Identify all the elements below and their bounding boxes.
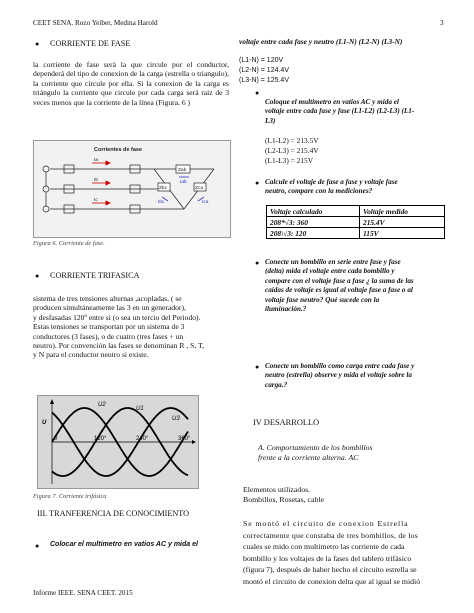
value-l2l3: (L2-L3) = 215.4V (265, 146, 319, 155)
section-3-title: III. TRANFERENCIA DE CONOCIMIENTO (37, 509, 190, 518)
bullet-dot: ● (35, 40, 40, 48)
bullet4-line: caídas de voltaje es igual al voltaje fase a fase o al (265, 286, 413, 295)
fig7-label-360: 360° (178, 436, 191, 442)
elementos-list: Bombillos, Rosetas, cable (243, 495, 324, 504)
fig6-label-zbc: Zbc (159, 186, 167, 191)
fig7-label-u2: U2 (98, 402, 106, 408)
corriente-trifasica-title: CORRIENTE TRIFASICA (50, 271, 140, 280)
final-line: cuales se mido con multimetro las corriente de cada (243, 542, 405, 551)
values-phase-neutral (239, 56, 289, 86)
bullet5-line: neutro (estrella) observe y mida el voltaje sobre la (265, 371, 412, 380)
subsection-a-line: frente a la corriente alterna. AC (258, 453, 359, 462)
trifasica-line: y desfasadas 120º entre si (o sea un tercio del Periodo). (33, 312, 201, 322)
bullet-dot: ● (255, 363, 260, 371)
trifasica-line: Estas tensiones se transportan por un sistema de 3 (33, 322, 185, 332)
values-phase-phase (265, 136, 319, 166)
fig6-title: Corrientes de fase (94, 147, 142, 153)
bullet4-line: (delta) mida el voltaje entre cada bombillo y (265, 267, 395, 276)
fig7-label-u3: U3 (172, 416, 180, 422)
bullet2-line: voltaje entre cada fase y fase (L1-L2) (L2-L3) (L1- (265, 107, 415, 116)
figure-6-diagram (34, 141, 230, 237)
fig7-label-120: 120° (94, 436, 107, 442)
value-l1l3: (L1-L3) = 215V (265, 156, 314, 165)
bullet-fase-fase (265, 98, 414, 126)
bullet-serie-delta (265, 258, 414, 314)
bullet-dot: ● (35, 542, 40, 550)
fig6-label-ib: Ib (94, 178, 99, 183)
table-header: Voltaje medido (360, 206, 445, 217)
table-row (267, 228, 445, 239)
bullet3-line: neutro, compare con la mediciones? (265, 187, 373, 196)
corriente-fase-paragraph: la corriente de fase será la que circule por el conductor, dependerá del tipo de conexion de la carga (estrella o triangulo), la corriente que circule por ella. Si la conexion de la carga es triángulo la corriente que circule por cada carga será raiz de 3 veces menos que la corriente de la línea (Figura. 6 ) (33, 60, 229, 107)
final-line: montó el circuito de conexion delta que al igual se midió (243, 576, 421, 586)
value-l2n: (L2-N) = 124.4V (239, 67, 289, 74)
bullet-dot: ● (255, 89, 260, 97)
final-line: (figura 7), después de haber hecho el circuito estrella se (243, 565, 417, 574)
bullet-dot: ● (35, 272, 40, 280)
fig7-label-240: 240° (136, 436, 149, 442)
running-header: CEET SENA. Rozo Yeiber, Medina Harold (33, 19, 158, 27)
final-line: Se montó el circuito de conexion Estrella (243, 519, 409, 528)
table-cell: 208*√3: 360 (267, 217, 360, 228)
final-line: correctamente que constaba de tres bombillos, de los (243, 530, 418, 540)
trifasica-line: conductores (3 fases), o de cuatro (tres fases + un (33, 331, 184, 341)
elementos-block (243, 485, 324, 505)
value-l1l2: (L1-L2) = 213.5V (265, 136, 319, 145)
value-l3n: (L3-N) = 125.4V (239, 77, 289, 84)
table-header: Voltaje calculado (267, 206, 360, 217)
table-cell: 215.4V (360, 217, 445, 228)
fig7-label-u1: U1 (136, 406, 144, 412)
bullet-dot: ● (255, 179, 260, 187)
bullet4-line: Conecte un bombillo en serie entre fase y fase (265, 258, 401, 266)
fig6-label-ic: Ic (94, 198, 98, 203)
fig7-axis-u: U (42, 420, 47, 426)
elementos-title: Elementos utilizados. (243, 485, 311, 494)
page-number: 3 (440, 19, 444, 27)
bullet4-line: voltaje fase neutro? Qué sucede con la (265, 295, 380, 304)
bullet4-line: iluminación.? (265, 305, 307, 314)
figure-6-circuit (33, 140, 231, 238)
fig6-label-iab: Iab (180, 180, 187, 185)
figure-6-caption: Figura 6. Corriente de fase. (33, 240, 105, 247)
subsection-a (258, 443, 373, 463)
bullet-estrella (265, 362, 414, 390)
figure-7-waveform (37, 395, 199, 489)
fig6-label-zca: Zca (195, 186, 203, 191)
final-line: bombillo y los voltajes de la fases del tablero trifásico (243, 553, 412, 563)
trifasica-line: neutro). Por convención las fases se denominan R , S, T, (33, 341, 204, 351)
section-4-title: IV DESARROLLO (253, 418, 320, 427)
bullet5-line: carga.? (265, 380, 288, 389)
subsection-a-line: A. Comportamiento de los bombillos (258, 443, 373, 452)
corriente-fase-title: CORRIENTE DE FASE (50, 39, 131, 48)
bullet5-line: Conecte un bombillo como carga entre cada fase y (265, 362, 415, 370)
table-row (267, 217, 445, 228)
bullet3-line: Calcule el voltaje de fase a fase y voltaje fase (265, 178, 398, 186)
trifasica-line: y N para el conductor neutro si existe. (33, 350, 149, 360)
bullet-dot: ● (255, 259, 260, 267)
trifasica-paragraph (33, 294, 231, 360)
right-top-line: voltaje entre cada fase y neutro (L1-N) (L2-N) (L3-N) (239, 37, 403, 46)
table-cell: 208\√3: 120 (267, 228, 360, 239)
bullet4-line: compare con el voltaje fase a fase ¿ la suma de las (265, 276, 414, 285)
figure-7-diagram (38, 396, 198, 488)
bullet-multimetro: Colocar el multimetro en vatios AC y mida el (50, 541, 198, 548)
bullet-calcule (265, 178, 398, 197)
figure-7-caption: Figura 7. Corriente trifásica (33, 493, 107, 500)
voltage-table (266, 205, 445, 239)
trifasica-line: sistema de tres tensiones alternas ,acopladas, ( se (33, 294, 182, 303)
footer: Informe IEEE. SENA CEET. 2015 (33, 589, 133, 597)
table-cell: 115V (360, 228, 445, 239)
fig6-label-ica: Ica (202, 200, 209, 205)
trifasica-line: producen simultáneamente las 3 en un generador), (33, 303, 186, 313)
fig6-label-ibc: Ibc (158, 200, 165, 205)
bullet2-line: L3) (265, 116, 276, 125)
final-paragraph (243, 518, 447, 587)
fig6-label-zab: Zab (178, 168, 187, 173)
fig6-label-ia: Ia (94, 158, 99, 163)
value-l1n: (L1-N) = 120V (239, 57, 284, 64)
fig7-label-zero: 0 (54, 436, 58, 442)
table-header-row (267, 206, 445, 217)
bullet2-line: Coloque el multimetro en vatios AC y mida el (265, 98, 399, 106)
